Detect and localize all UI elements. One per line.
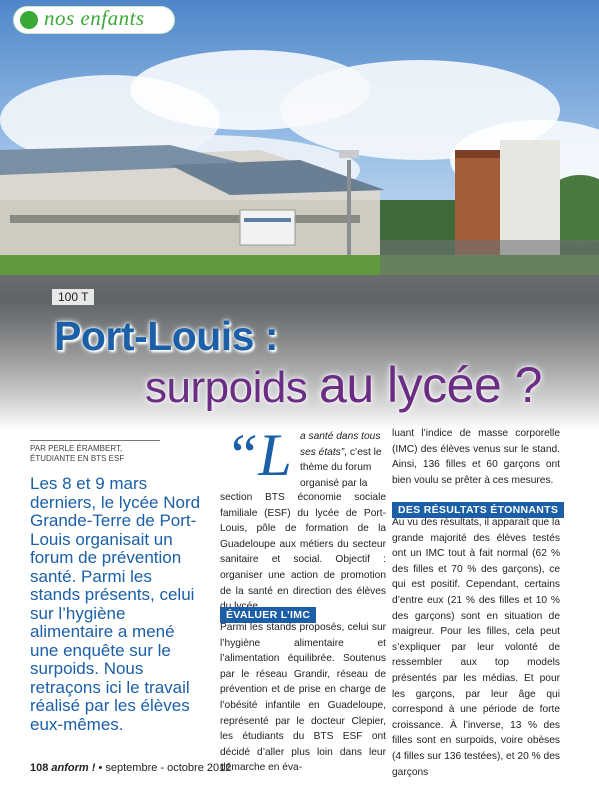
subhead-imc-label: ÉVALUER L’IMC [220,607,316,623]
section-dot-icon [20,11,38,29]
body-paragraph-2: section BTS économie sociale familiale (ESF) du lycée de Port-Louis, pôle de formation de la Guadeloupe aux métiers du secteur sanitaire et social. Objectif : organiser une action de promotion de la santé en direction des élèves [220,492,386,597]
magazine-brand: anform ! [51,762,96,774]
title-part-a: surpoids [145,363,320,412]
page-footer [30,762,231,774]
byline-role: ÉTUDIANTE EN BTS ESF [30,454,125,463]
byline [30,440,160,464]
lede-paragraph: Les 8 et 9 mars derniers, le lycée Nord Grande-Terre de Port-Louis organisait un forum de prévention santé. Parmi les stands présents, celui sur l’hygiène alimentaire a mené une enquête sur le surpoids. Nous retraçons ici le travail réalisé par les élèves eux-mêmes. [30,474,201,734]
byline-author: PAR PERLE ÉRAMBERT, [30,444,123,453]
page-number: 108 [30,762,49,774]
title-part-b: au lycée ? [319,357,542,413]
subhead-results-label: DES RÉSULTATS ÉTONNANTS [392,502,564,518]
body-paragraph-5: Au vu des résultats, il apparaît que la grande majorité des élèves testés ont un IMC tout à fait normal (62 % des filles et 70 % des garçons), ce qui est positif. Cependant, certains d’entre eux (21 % des filles et 10 % des garçons) sont en situation de maigreur. Pour les filles, cela peut s’expliquer par leur volonté de ressembler aux top models présentés par les médias. Et pour les garçons, par leur âge qui correspond à une période de forte croissance. À l’inverse, 13 % des filles sont en surpoids, voire obèses (4 filles sur 136 testées), et 20 % des garçons [392,517,560,778]
intro-rest: , c’est le thème du forum organisé par la [300,446,382,489]
article-kicker: 100 T [52,289,94,305]
intro-text [300,429,386,491]
body-paragraph-3: Parmi les stands proposés, celui sur l’hygiène alimentaire et l’alimentation équilibrée. Soutenus par le réseau Grandir, réseau de prévention et de prise en charge de l’obésité infantile en Guadeloupe, représenté par le docteur Clepier, les étudiants du BTS ESF ont décidé d’aller plus loin dans leur démarche en éva- [220,622,386,774]
body-paragraph-4: luant l’indice de masse corporelle (IMC) des élèves venus sur le stand. Ainsi, 136 filles et 60 garçons ont bien voulu se prêter à ces mesures. [392,428,560,486]
intro-italic: a santé dans tous ses états” [300,431,381,458]
issue-date: • septembre - octobre 2012 [98,762,232,774]
section-label: nos enfants [44,6,145,30]
article-title-line1: Port-Louis : [54,313,279,359]
article-title-line2 [145,356,542,414]
drop-cap-quote: “L [225,422,292,488]
